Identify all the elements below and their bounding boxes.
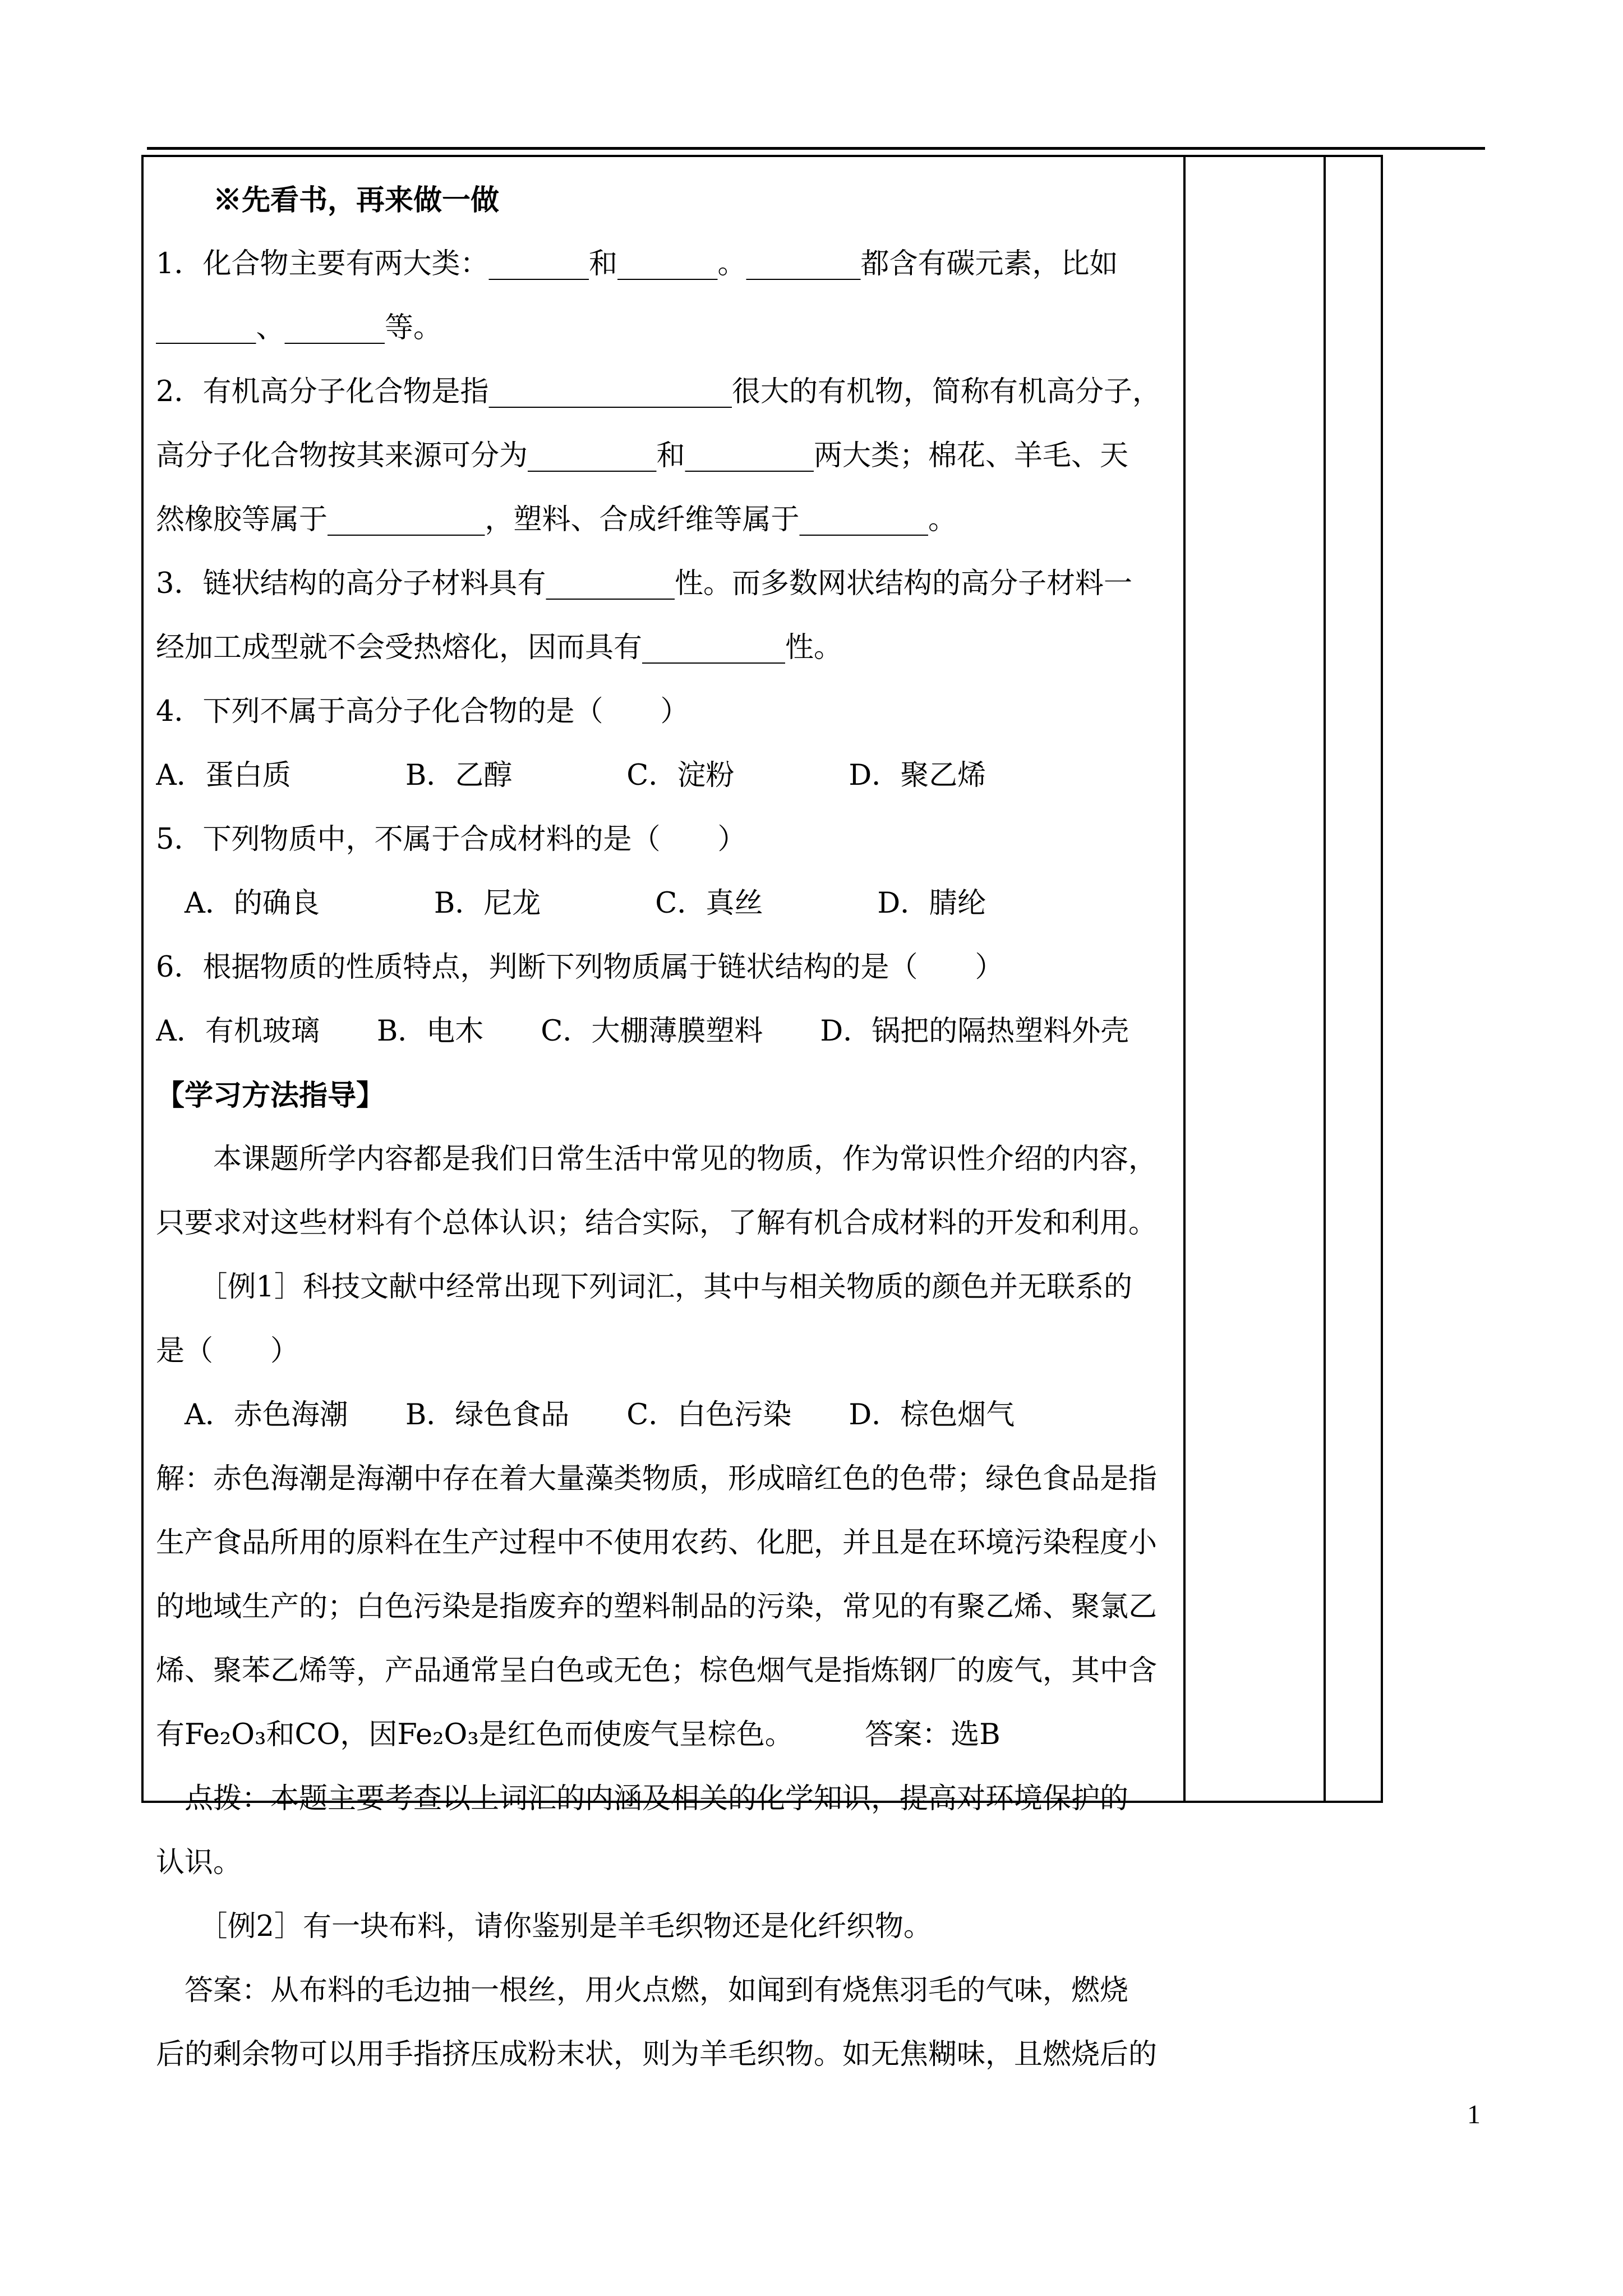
example-1-line-1: ［例1］科技文献中经常出现下列词汇，其中与相关物质的颜色并无联系的 xyxy=(156,1271,1132,1304)
question-4-options: A．蛋白质 B．乙醇 C．淀粉 D．聚乙烯 xyxy=(156,759,986,792)
answer-line-1: 答案：从布料的毛边抽一根丝，用火点燃，如闻到有烧焦羽毛的气味，燃烧 xyxy=(156,1974,1129,2007)
column-divider-1 xyxy=(1183,155,1186,1803)
question-1-line-1: 1．化合物主要有两大类：_______和_______。________都含有碳元素，比如 xyxy=(156,247,1118,280)
section-intro: ※先看书，再来做一做 xyxy=(156,183,500,217)
hint-line-2: 认识。 xyxy=(156,1846,242,1879)
example-2: ［例2］有一块布料，请你鉴别是羊毛织物还是化纤织物。 xyxy=(156,1910,932,1943)
question-5: 5．下列物质中，不属于合成材料的是（ ） xyxy=(156,823,746,856)
solution-line-5: 有Fe₂O₃和CO，因Fe₂O₃是红色而使废气呈棕色。 答案：选B xyxy=(156,1718,1000,1751)
solution-line-3: 的地域生产的；白色污染是指废弃的塑料制品的污染，常见的有聚乙烯、聚氯乙 xyxy=(156,1590,1158,1623)
header-rule xyxy=(147,147,1485,150)
answer-line-2: 后的剩余物可以用手指挤压成粉末状，则为羊毛织物。如无焦糊味，且燃烧后的 xyxy=(156,2038,1158,2071)
question-2-line-1: 2．有机高分子化合物是指_________________很大的有机物，简称有机高分子， xyxy=(156,375,1161,408)
question-1-line-2: _______、_______等。 xyxy=(156,311,442,344)
question-3-line-1: 3．链状结构的高分子材料具有_________性。而多数网状结构的高分子材料一 xyxy=(156,567,1132,600)
question-2-line-2: 高分子化合物按其来源可分为_________和_________两大类；棉花、羊毛、天 xyxy=(156,439,1129,472)
example-1-options: A．赤色海潮 B．绿色食品 C．白色污染 D．棕色烟气 xyxy=(156,1398,1015,1432)
column-divider-2 xyxy=(1324,155,1326,1803)
question-4: 4．下列不属于高分子化合物的是（ ） xyxy=(156,695,689,728)
question-6-options: A．有机玻璃 B．电木 C．大棚薄膜塑料 D．锅把的隔热塑料外壳 xyxy=(156,1015,1129,1048)
method-paragraph-line-1: 本课题所学内容都是我们日常生活中常见的物质，作为常识性介绍的内容， xyxy=(156,1143,1158,1176)
question-5-options: A．的确良 B．尼龙 C．真丝 D．腈纶 xyxy=(156,887,986,920)
solution-line-1: 解：赤色海潮是海潮中存在着大量藻类物质，形成暗红色的色带；绿色食品是指 xyxy=(156,1462,1158,1496)
question-6: 6．根据物质的性质特点，判断下列物质属于链状结构的是（ ） xyxy=(156,951,1004,984)
example-1-line-2: 是（ ） xyxy=(156,1335,299,1368)
main-text-column xyxy=(156,168,1171,2087)
question-2-line-3: 然橡胶等属于___________，塑料、合成纤维等属于_________。 xyxy=(156,503,957,536)
solution-line-2: 生产食品所用的原料在生产过程中不使用农药、化肥，并且是在环境污染程度小 xyxy=(156,1526,1158,1559)
solution-line-4: 烯、聚苯乙烯等，产品通常呈白色或无色；棕色烟气是指炼钢厂的废气，其中含 xyxy=(156,1654,1158,1687)
hint-line-1: 点拨：本题主要考查以上词汇的内涵及相关的化学知识，提高对环境保护的 xyxy=(156,1782,1129,1815)
question-3-line-2: 经加工成型就不会受热熔化，因而具有__________性。 xyxy=(156,631,843,664)
section-heading-method: 【学习方法指导】 xyxy=(156,1079,385,1112)
page-number: 1 xyxy=(1467,2100,1481,2129)
method-paragraph-line-2: 只要求对这些材料有个总体认识；结合实际，了解有机合成材料的开发和利用。 xyxy=(156,1207,1158,1240)
